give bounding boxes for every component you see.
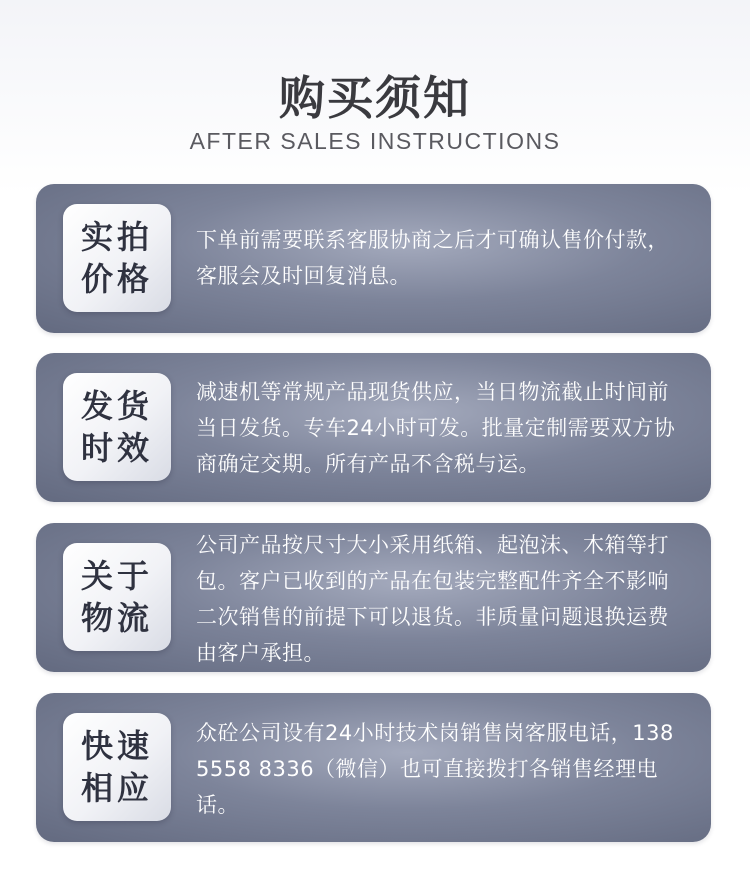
card-badge-label: 快速相应 — [80, 727, 153, 807]
card-logistics — [36, 523, 711, 672]
card-text: 下单前需要联系客服协商之后才可确认售价付款，客服会及时回复消息。 — [196, 228, 669, 288]
card-text: 众砼公司设有24小时技术岗销售岗客服电话，138 5558 8336（微信）也可直接拨打各销售经理电话。 — [196, 721, 674, 817]
card-badge — [63, 204, 171, 312]
card-badge — [63, 373, 171, 481]
card-badge-label: 实拍价格 — [80, 218, 153, 298]
page-subtitle: AFTER SALES INSTRUCTIONS — [189, 128, 561, 154]
card-text: 减速机等常规产品现货供应，当日物流截止时间前当日发货。专车24小时可发。批量定制需要双方协商确定交期。所有产品不含税与运。 — [196, 380, 676, 476]
card-price — [36, 184, 711, 333]
card-badge-label: 发货时效 — [80, 387, 153, 467]
card-quick-response — [36, 693, 711, 842]
page-title: 购买须知 — [279, 71, 471, 125]
card-text: 公司产品按尺寸大小采用纸箱、起泡沫、木箱等打包。客户已收到的产品在包装完整配件齐全不影响二次销售的前提下可以退货。非质量问题退换运费由客户承担。 — [196, 533, 669, 665]
card-shipping-time — [36, 353, 711, 502]
card-badge — [63, 713, 171, 821]
card-badge-label: 关于物流 — [80, 557, 153, 637]
card-badge — [63, 543, 171, 651]
